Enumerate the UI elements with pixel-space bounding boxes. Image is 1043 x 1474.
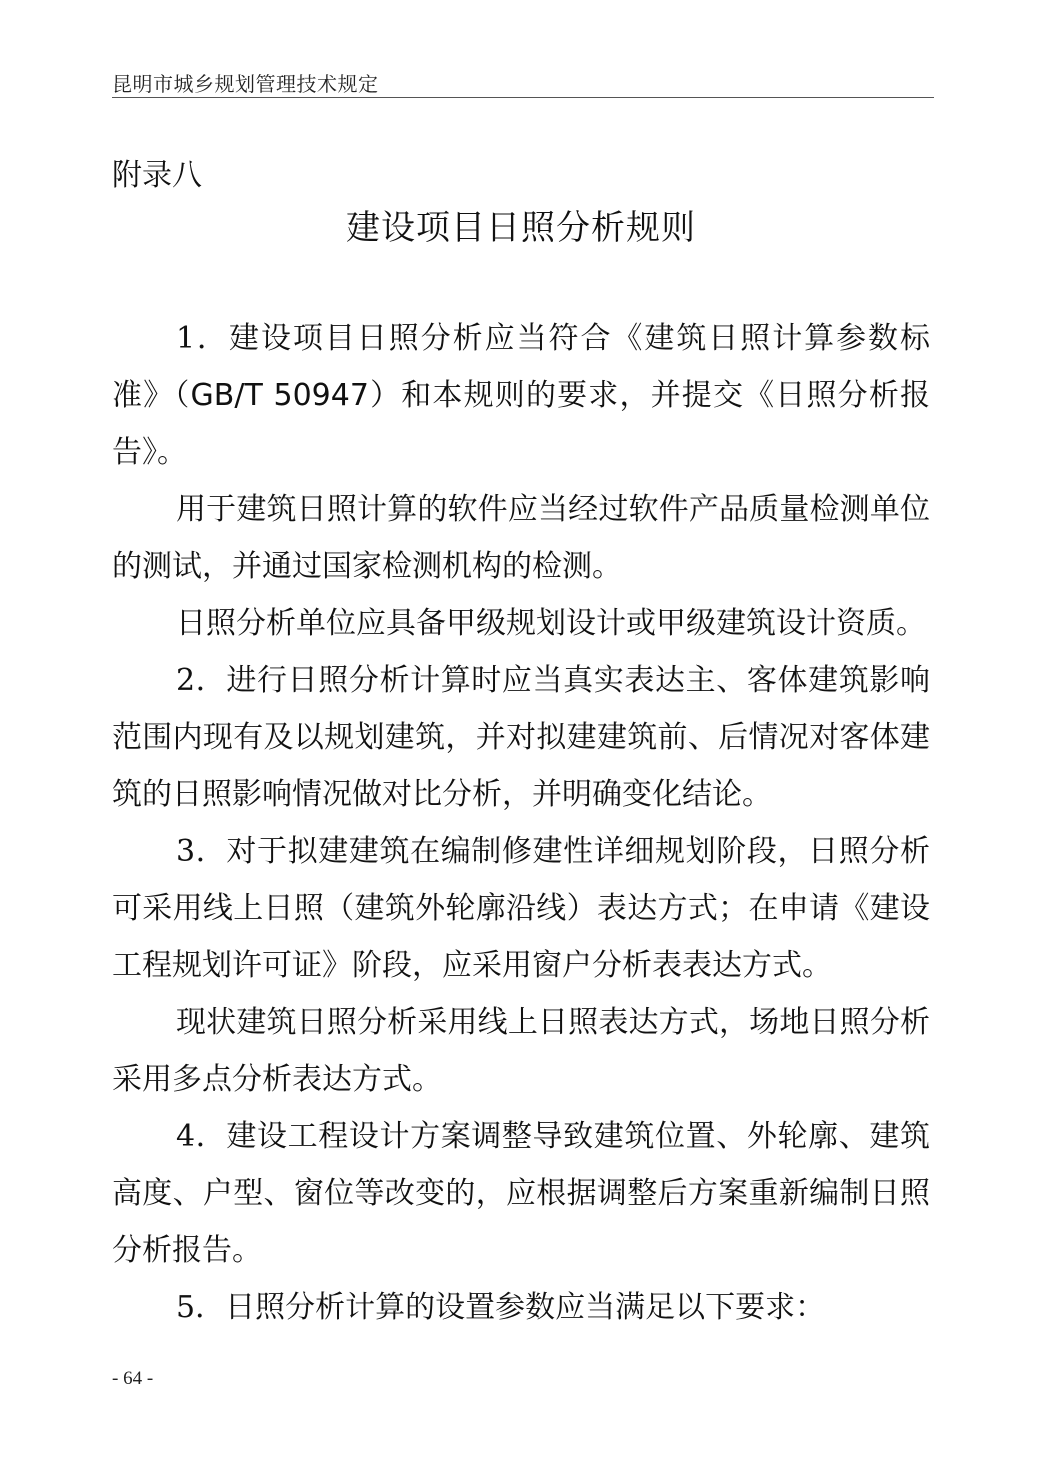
paragraph-number: 4． [176, 1119, 227, 1154]
document-title: 建设项目日照分析规则 [346, 208, 696, 248]
paragraph-number: 5． [176, 1290, 226, 1325]
paragraph [112, 823, 930, 994]
paragraph-text: 用于建筑日照计算的软件应当经过软件产品质量检测单位的测试，并通过国家检测机构的检测。 [112, 492, 930, 584]
page-number: - 64 - [112, 1368, 154, 1389]
paragraph [112, 481, 930, 595]
paragraph [112, 1108, 930, 1279]
paragraph-text: 建设项目日照分析应当符合《建筑日照计算参数标准》（GB/T 50947）和本规则的要求，并提交《日照分析报告》。 [112, 321, 931, 470]
paragraph [112, 1279, 930, 1336]
paragraph-text: 日照分析计算的设置参数应当满足以下要求： [225, 1290, 826, 1325]
paragraph [112, 310, 930, 481]
paragraph-text: 建设工程设计方案调整导致建筑位置、外轮廓、建筑高度、户型、窗位等改变的，应根据调整后方案重新编制日照分析报告。 [112, 1119, 931, 1268]
paragraph [112, 595, 930, 652]
appendix-label: 附录八 [112, 158, 202, 193]
body-text [112, 310, 930, 1336]
paragraph-text: 现状建筑日照分析采用线上日照表达方式，场地日照分析采用多点分析表达方式。 [112, 1005, 930, 1097]
paragraph [112, 652, 930, 823]
paragraph-text: 对于拟建建筑在编制修建性详细规划阶段，日照分析可采用线上日照（建筑外轮廓沿线）表达方式；在申请《建设工程规划许可证》阶段，应采用窗户分析表表达方式。 [112, 834, 931, 983]
running-header: 昆明市城乡规划管理技术规定 [112, 72, 379, 96]
paragraph [112, 994, 930, 1108]
paragraph-number: 1． [176, 321, 229, 356]
paragraph-number: 2． [176, 663, 227, 698]
paragraph-text: 日照分析单位应具备甲级规划设计或甲级建筑设计资质。 [176, 606, 926, 641]
header-divider [112, 97, 934, 98]
paragraph-text: 进行日照分析计算时应当真实表达主、客体建筑影响范围内现有及以规划建筑，并对拟建建筑前、后情况对客体建筑的日照影响情况做对比分析，并明确变化结论。 [112, 663, 931, 812]
paragraph-number: 3． [176, 834, 227, 869]
